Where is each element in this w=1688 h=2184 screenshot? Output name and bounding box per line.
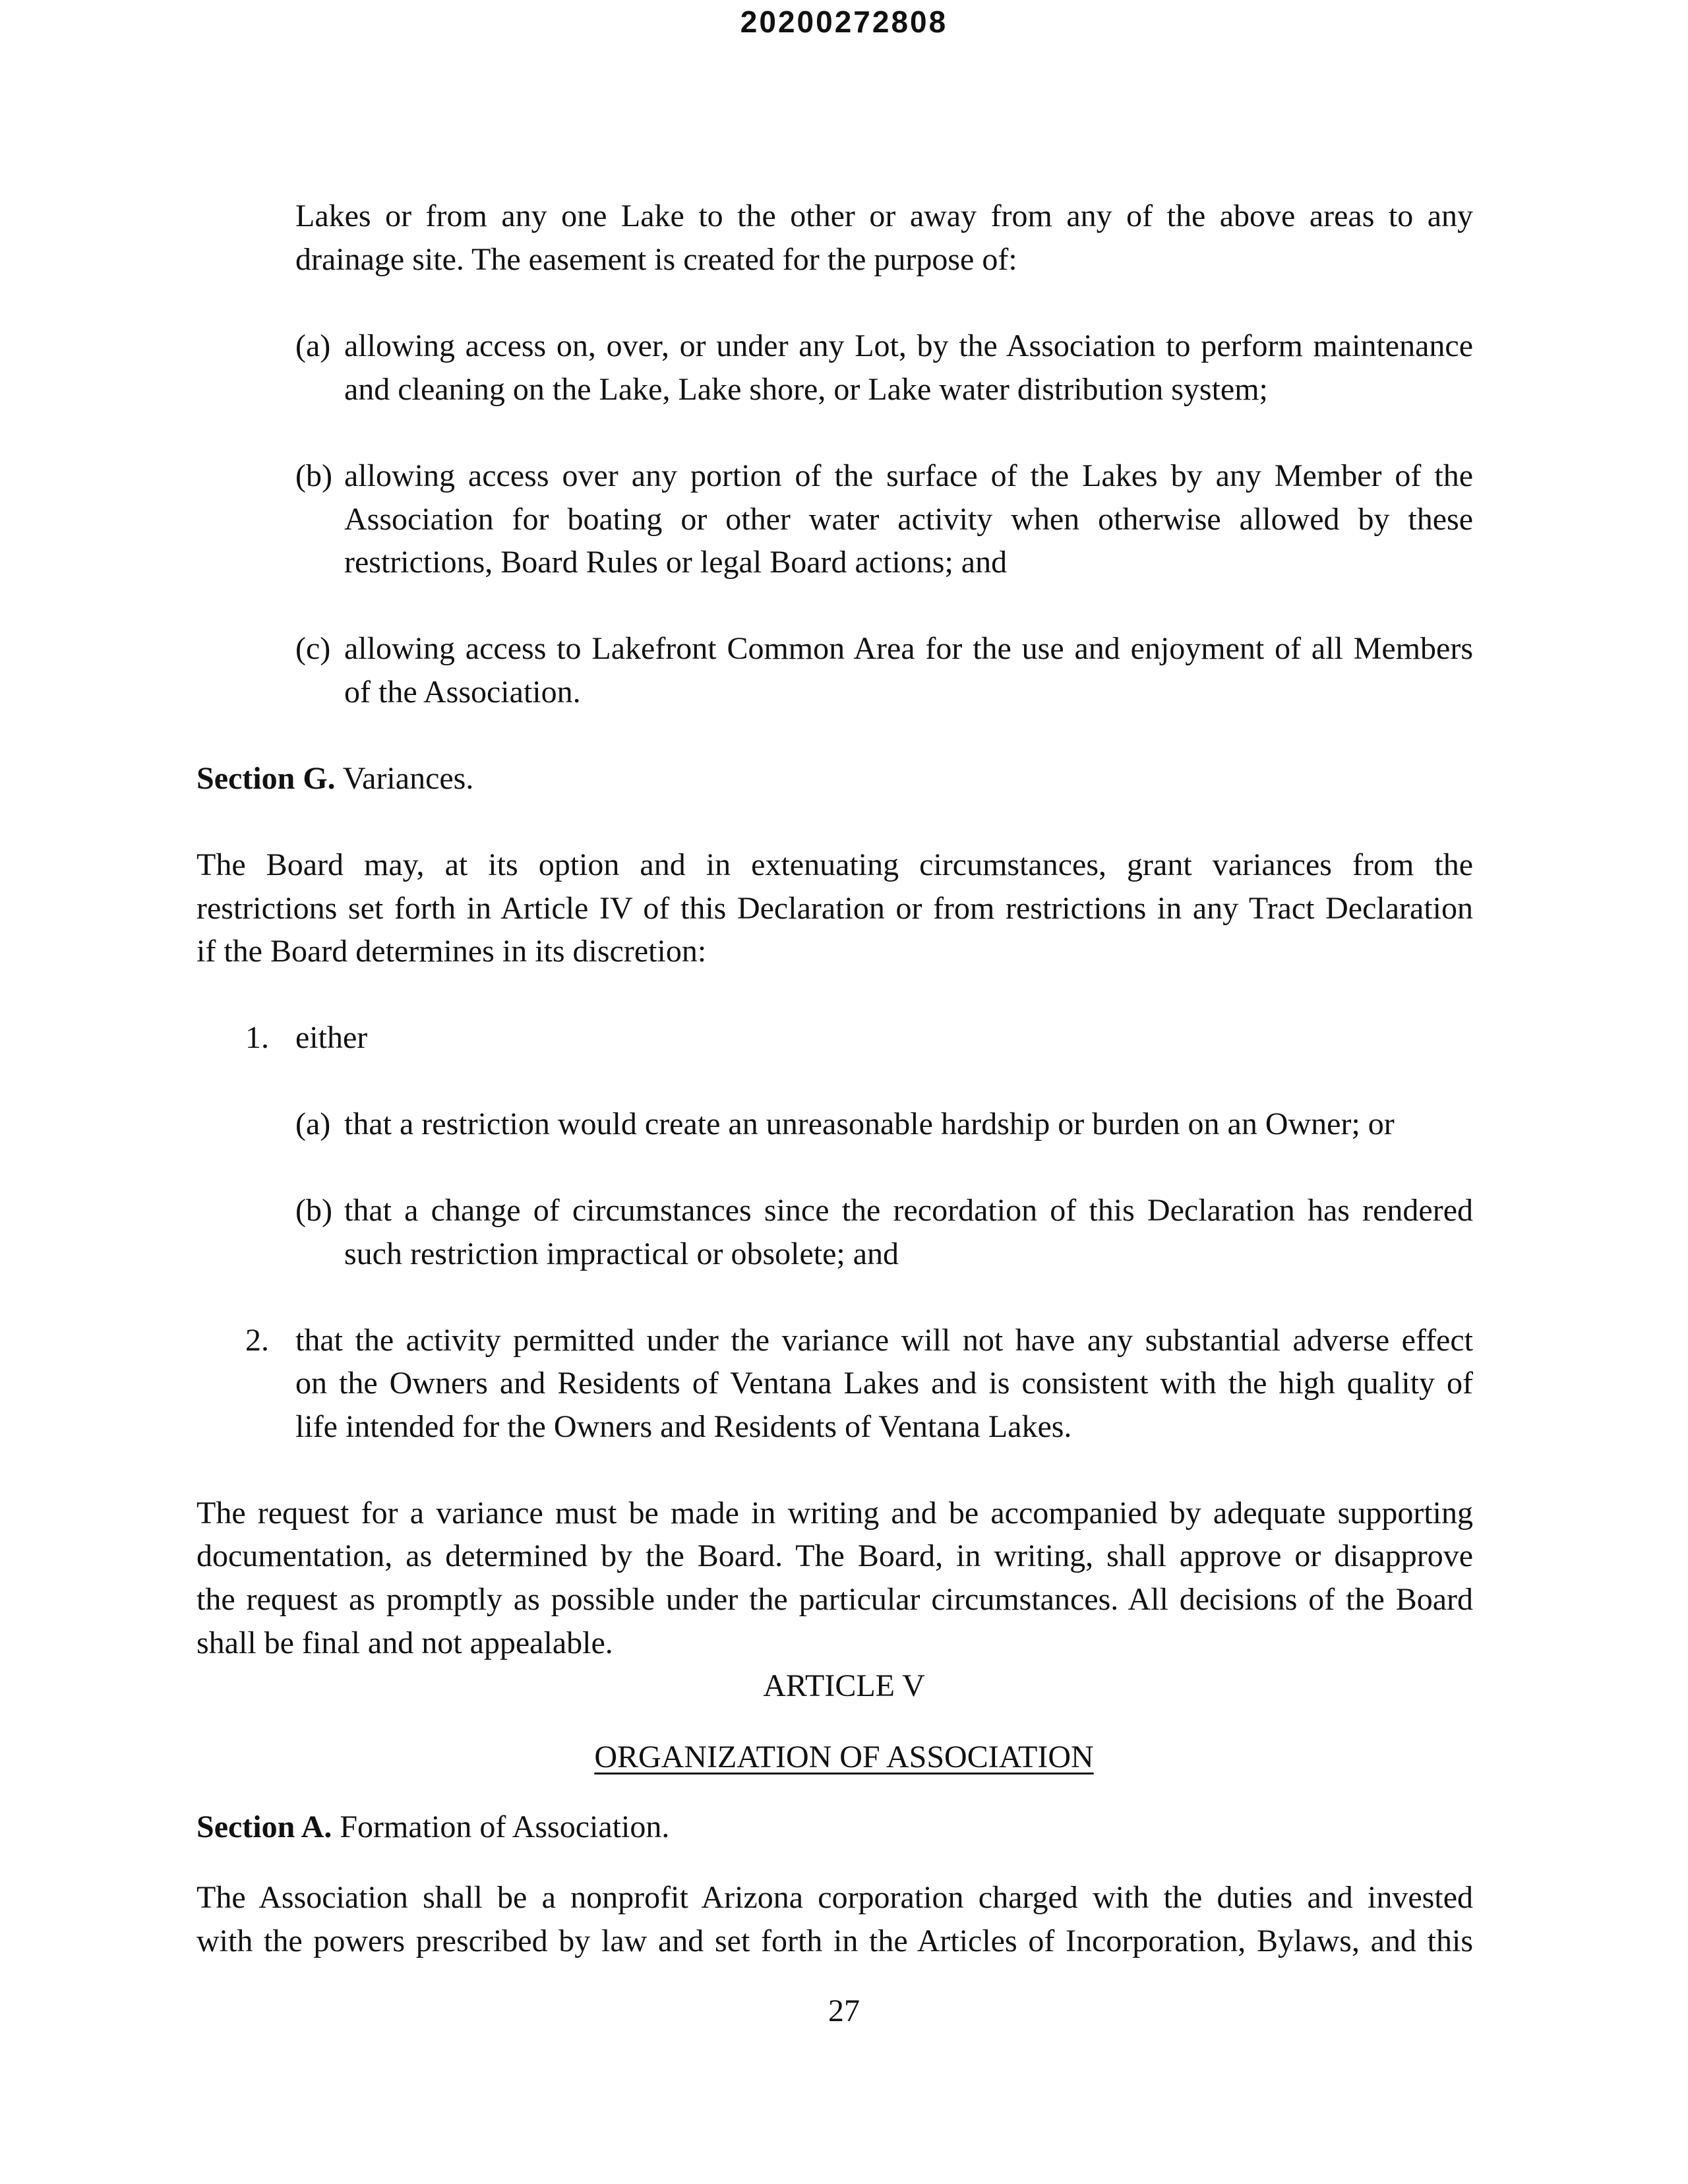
section-g-heading bbox=[196, 759, 473, 799]
request-paragraph-line-1: The request for a variance must be made in writing and be accompanied by adequate supporting bbox=[196, 1496, 1473, 1531]
variance-item-2-line-2: on the Owners and Residents of Ventana Lakes and is consistent with the high quality of bbox=[295, 1366, 1473, 1401]
easement-item-c-label: (c) bbox=[295, 631, 331, 666]
request-paragraph-line-4: shall be final and not appealable. bbox=[196, 1625, 613, 1660]
variance-subitem-b-label: (b) bbox=[295, 1193, 332, 1228]
variance-item-2-label: 2. bbox=[245, 1323, 269, 1358]
intro-line-1: Lakes or from any one Lake to the other or away from any of the above areas to any bbox=[295, 198, 1473, 233]
variance-subitem-b-line-2: such restriction impractical or obsolete; and bbox=[344, 1236, 899, 1271]
variance-subitem-a-label: (a) bbox=[295, 1107, 331, 1141]
easement-item-c-line-2: of the Association. bbox=[344, 675, 581, 710]
variance-subitem-a-line-1: that a restriction would create an unreasonable hardship or burden on an Owner; or bbox=[344, 1107, 1395, 1141]
variance-item-1-label: 1. bbox=[245, 1020, 269, 1055]
section-g-paragraph-line-3: if the Board determines in its discretion: bbox=[196, 934, 707, 969]
variance-item-2-line-3: life intended for the Owners and Residents of Ventana Lakes. bbox=[295, 1409, 1072, 1444]
section-a-heading-text: Formation of Association. bbox=[332, 1809, 670, 1844]
page-number: 27 bbox=[828, 1993, 860, 2028]
section-a-heading-bold: Section A. bbox=[196, 1809, 332, 1844]
variance-item-2-line-1: that the activity permitted under the variance will not have any substantial adverse effect bbox=[295, 1323, 1473, 1358]
section-a-paragraph-line-2: with the powers prescribed by law and set forth in the Articles of Incorporation, Bylaws, and this bbox=[196, 1924, 1473, 1958]
article-title-text: ORGANIZATION OF ASSOCIATION bbox=[594, 1740, 1094, 1774]
variance-subitem-b-line-1: that a change of circumstances since the recordation of this Declaration has rendered bbox=[344, 1193, 1473, 1228]
document-number: 20200272808 bbox=[740, 5, 948, 39]
easement-item-b-line-2: Association for boating or other water activity when otherwise allowed by these bbox=[344, 502, 1473, 537]
easement-item-a-line-1: allowing access on, over, or under any Lot, by the Association to perform maintenance bbox=[344, 328, 1473, 363]
section-g-heading-bold: Section G. bbox=[196, 761, 336, 796]
intro-line-2: drainage site. The easement is created for the purpose of: bbox=[295, 242, 1017, 277]
article-title bbox=[0, 1738, 1688, 1777]
request-paragraph-line-3: the request as promptly as possible under the particular circumstances. All decisions of the Board bbox=[196, 1582, 1473, 1617]
easement-item-a-line-2: and cleaning on the Lake, Lake shore, or Lake water distribution system; bbox=[344, 372, 1268, 407]
article-number: ARTICLE V bbox=[763, 1668, 925, 1703]
section-g-paragraph-line-2: restrictions set forth in Article IV of this Declaration or from restrictions in any Tract Declaration bbox=[196, 891, 1473, 926]
section-g-paragraph-line-1: The Board may, at its option and in extenuating circumstances, grant variances from the bbox=[196, 847, 1473, 882]
section-a-heading bbox=[196, 1807, 669, 1847]
request-paragraph-line-2: documentation, as determined by the Board. The Board, in writing, shall approve or disapprove bbox=[196, 1538, 1473, 1573]
section-a-paragraph-line-1: The Association shall be a nonprofit Arizona corporation charged with the duties and invested bbox=[196, 1880, 1473, 1915]
easement-item-c-line-1: allowing access to Lakefront Common Area for the use and enjoyment of all Members bbox=[344, 631, 1473, 666]
section-g-heading-text: Variances. bbox=[335, 761, 474, 796]
easement-item-a-label: (a) bbox=[295, 328, 331, 363]
easement-item-b-line-1: allowing access over any portion of the surface of the Lakes by any Member of the bbox=[344, 458, 1473, 493]
variance-item-1-text: either bbox=[295, 1020, 368, 1055]
easement-item-b-label: (b) bbox=[295, 458, 332, 493]
easement-item-b-line-3: restrictions, Board Rules or legal Board actions; and bbox=[344, 545, 1008, 580]
